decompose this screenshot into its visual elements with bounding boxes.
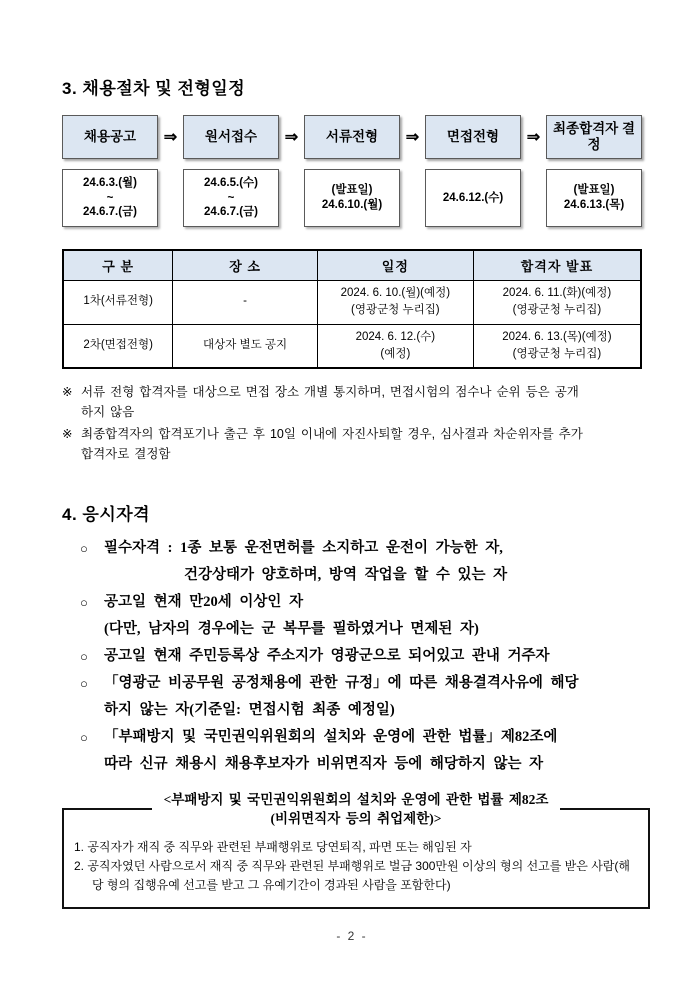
flow-date-row: [62, 169, 642, 227]
eligibility-text: [104, 643, 670, 670]
date-line: 24.6.5.(수): [204, 176, 258, 189]
cell-line: 2024. 6. 13.(목)(예정): [502, 330, 612, 343]
notes-section: [62, 382, 647, 464]
flow-step-final-decision: [546, 115, 642, 159]
legal-title-line: <부패방지 및 국민권익위원회의 설치와 운영에 관한 법률 제82조: [163, 792, 549, 807]
eligibility-text: [104, 589, 670, 643]
cell-line: (영광군청 누리집): [351, 304, 440, 316]
table-cell: [63, 324, 173, 368]
flow-step-label: 채용공고: [83, 128, 137, 144]
circle-bullet-icon: ○: [80, 676, 88, 691]
recruitment-flow: [62, 115, 642, 159]
flow-step-document-screening: [304, 115, 400, 159]
eligibility-line: 필수자격 : 1종 보통 운전면허를 소지하고 운전이 가능한 자,: [104, 540, 503, 556]
flow-step-announcement: [62, 115, 158, 159]
note-text: [81, 382, 647, 422]
section3-heading: 3. 채용절차 및 전형일정: [62, 79, 246, 98]
date-line: 24.6.12.(수): [442, 191, 504, 204]
date-box-final-decision: [546, 169, 642, 227]
table-cell: [173, 280, 318, 324]
legal-reference-box: [62, 792, 650, 909]
cell-line: 2024. 6. 12.(수): [355, 330, 436, 343]
table-header-place: 장 소: [173, 250, 318, 280]
flow-step-label: 서류전형: [325, 128, 379, 144]
date-line: 24.6.7.(금): [83, 206, 137, 219]
table-cell: [317, 324, 473, 368]
arrow-right-icon: ⇒: [405, 129, 420, 146]
eligibility-text: [104, 535, 670, 589]
eligibility-text: [104, 670, 670, 724]
date-line: (발표일): [573, 184, 615, 197]
table-cell: [473, 324, 641, 368]
eligibility-item: [80, 670, 670, 724]
date-box-announcement: [62, 169, 158, 227]
reference-mark-icon: ※: [62, 427, 73, 441]
cell-line: (영광군청 누리집): [512, 347, 602, 360]
table-header-schedule: 일정: [317, 250, 473, 280]
circle-bullet-icon: ○: [80, 649, 88, 664]
table-header-row: [63, 250, 641, 280]
cell-line: 2차(면접전형): [83, 339, 153, 352]
page-number: - 2 -: [336, 929, 368, 943]
note-text: [81, 424, 647, 464]
date-line: (발표일): [331, 184, 373, 197]
legal-box-title: [152, 790, 561, 828]
reference-mark-icon: ※: [62, 385, 73, 399]
cell-line: (영광군청 누리집): [512, 304, 602, 316]
note-line: 서류 전형 합격자를 대상으로 면접 장소 개별 통지하며, 면접시험의 점수나 순위 등은 공개: [81, 385, 579, 399]
cell-line: 대상자 별도 공지: [202, 339, 288, 352]
arrow-right-icon: ⇒: [163, 129, 178, 146]
eligibility-line: 「부패방지 및 국민권익위원회의 설치와 운영에 관한 법률」제82조에: [104, 729, 558, 745]
eligibility-text: [104, 724, 670, 778]
legal-title-line: (비위면직자 등의 취업제한)>: [270, 811, 442, 826]
legal-item: 2. 공직자였던 사람으로서 재직 중 직무와 관련된 부패행위로 벌금 300만원 이상의 형의 선고를 받은 사람(해당 형의 집행유예 선고를 받고 그 유예기간이 경과된 사람을 포함한다): [74, 859, 630, 892]
arrow-right-icon: ⇒: [284, 129, 299, 146]
circle-bullet-icon: ○: [80, 541, 88, 556]
flow-step-label: 최종합격자 결정: [553, 120, 635, 152]
table-cell: [317, 280, 473, 324]
eligibility-line: 「영광군 비공무원 공정채용에 관한 규정」에 따른 채용결격사유에 해당: [104, 675, 579, 691]
date-line: 24.6.10.(월): [321, 199, 383, 211]
date-line: 24.6.7.(금): [204, 206, 258, 219]
table-row: [63, 324, 641, 368]
table-header-category: 구 분: [63, 250, 173, 280]
legal-box-items: [74, 838, 638, 895]
legal-item: 1. 공직자가 재직 중 직무와 관련된 부패행위로 당연퇴직, 파면 또는 해임된 자: [74, 840, 472, 854]
flow-step-application: [183, 115, 279, 159]
section4-heading: 4. 응시자격: [62, 505, 151, 524]
eligibility-line: 따라 신규 채용시 채용후보자가 비위면직자 등에 해당하지 않는 자: [104, 756, 544, 772]
flow-step-label: 원서접수: [204, 128, 258, 144]
eligibility-line: 하지 않는 자(기준일: 면접시험 최종 예정일): [104, 702, 395, 718]
eligibility-item: [80, 643, 670, 670]
date-box-interview: [425, 169, 521, 227]
table-cell: [63, 280, 173, 324]
circle-bullet-icon: ○: [80, 595, 88, 610]
table-cell: [473, 280, 641, 324]
schedule-table: [62, 249, 642, 369]
eligibility-line: 공고일 현재 만20세 이상인 자: [104, 594, 304, 610]
cell-line: 2024. 6. 10.(월)(예정): [340, 286, 451, 299]
date-box-document-screening: [304, 169, 400, 227]
note-item: [62, 424, 647, 464]
eligibility-item: [80, 535, 670, 589]
note-line: 합격자로 결정함: [81, 447, 171, 461]
flow-step-interview: [425, 115, 521, 159]
eligibility-line: (다만, 남자의 경우에는 군 복무를 필하였거나 면제된 자): [104, 621, 479, 637]
table-header-announcement: 합격자 발표: [473, 250, 641, 280]
note-item: [62, 382, 647, 422]
cell-line: 2024. 6. 11.(화)(예정): [502, 286, 612, 299]
flow-step-label: 면접전형: [446, 128, 500, 144]
date-line: ~: [227, 191, 235, 204]
cell-line: (예정): [380, 347, 411, 360]
eligibility-list: [62, 535, 670, 778]
arrow-right-icon: ⇒: [526, 129, 541, 146]
date-box-application: [183, 169, 279, 227]
circle-bullet-icon: ○: [80, 730, 88, 745]
eligibility-line: 건강상태가 양호하며, 방역 작업을 할 수 있는 자: [184, 567, 508, 583]
note-line: 최종합격자의 합격포기나 출근 후 10일 이내에 자진사퇴할 경우, 심사결과 차순위자를 추가: [81, 427, 583, 441]
date-line: 24.6.13.(목): [563, 199, 625, 211]
date-line: ~: [106, 191, 114, 204]
date-line: 24.6.3.(월): [83, 176, 137, 189]
eligibility-item: [80, 724, 670, 778]
table-cell: [173, 324, 318, 368]
note-line: 하지 않음: [81, 405, 135, 419]
table-row: [63, 280, 641, 324]
eligibility-line: 공고일 현재 주민등록상 주소지가 영광군으로 되어있고 관내 거주자: [104, 648, 550, 664]
eligibility-item: [80, 589, 670, 643]
cell-line: -: [243, 295, 247, 308]
cell-line: 1차(서류전형): [83, 295, 153, 308]
